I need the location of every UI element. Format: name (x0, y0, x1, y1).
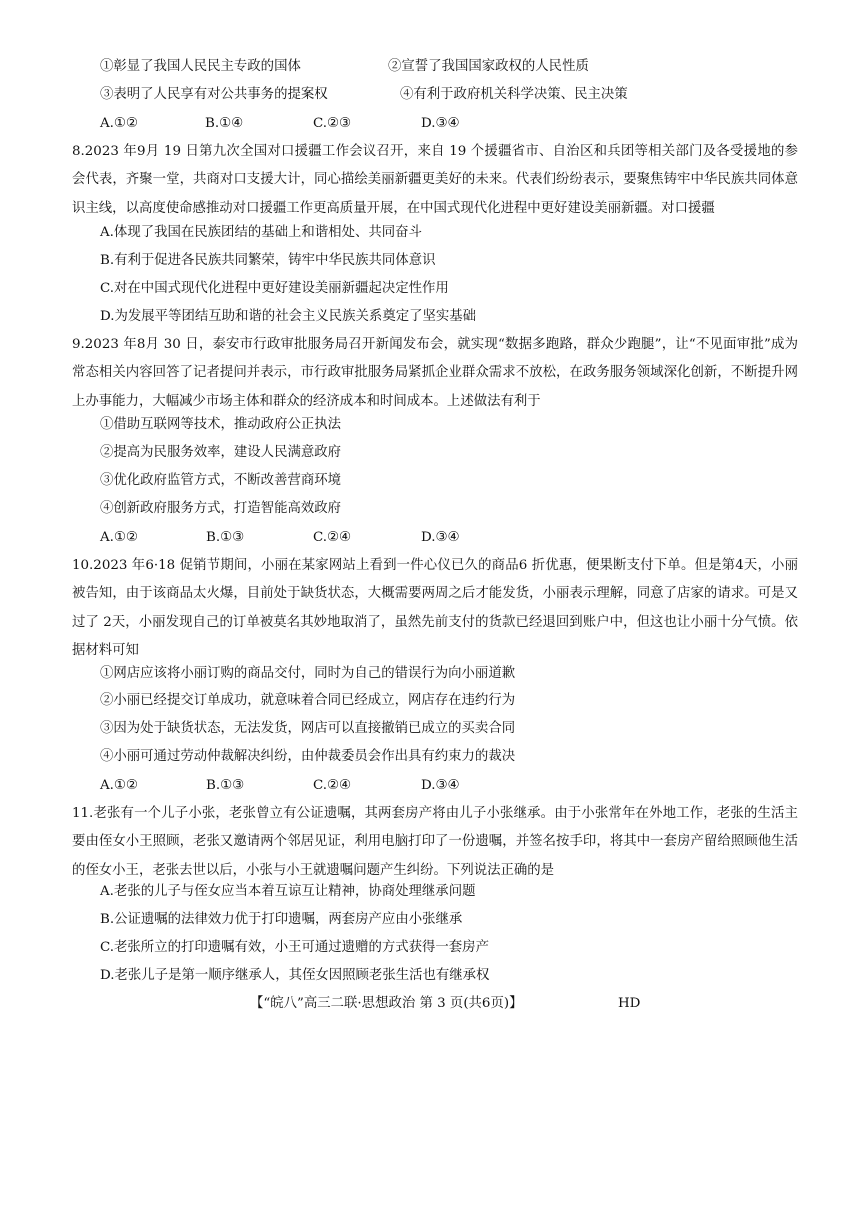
q11-option-d: D.老张儿子是第一顺序继承人，其侄女因照顾老张生活也有继承权 (100, 968, 490, 983)
q7-choice-c: C.②③ (313, 116, 352, 131)
q11-option-b: B.公证遗嘱的法律效力优于打印遗嘱，两套房产应由小张继承 (100, 912, 463, 927)
q7-choice-a: A.①② (100, 116, 138, 131)
q10-choice-b: B.①③ (206, 778, 245, 793)
q10-item-4: ④小丽可通过劳动仲裁解决纠纷，由仲裁委员会作出具有约束力的裁决 (100, 749, 516, 764)
q10-stem: 10.2023 年6·18 促销节期间，小丽在某家网站上看到一件心仪已久的商品6 折优惠，便果断支付下单。但是第4天，小丽被告知，由于该商品太火爆，目前处于缺货状态，大概需要两周之后才能发货，小丽表示理解，同意了店家的请求。可是又过了 2天，小丽发现自己的订单被莫名其妙地取消了，虽然先前支付的货款已经退回到账户中，但这也让小丽十分气愤。依据材料可知 (72, 558, 798, 658)
q10-choice-c: C.②④ (313, 778, 352, 793)
page-footer: 【“皖八”高三二联·思想政治 第 3 页(共6页)】 (250, 996, 523, 1011)
footer-code: HD (618, 996, 641, 1011)
q8-option-b: B.有利于促进各民族共同繁荣，铸牢中华民族共同体意识 (100, 253, 436, 268)
q10-item-3: ③因为处于缺货状态，无法发货，网店可以直接撤销已成立的买卖合同 (100, 721, 516, 736)
q7-option-3: ③表明了人民享有对公共事务的提案权 (100, 87, 328, 102)
q10-item-1: ①网店应该将小丽订购的商品交付，同时为自己的错误行为向小丽道歉 (100, 666, 516, 681)
q9-item-4: ④创新政府服务方式，打造智能高效政府 (100, 501, 342, 516)
q7-option-2: ②宣誓了我国国家政权的人民性质 (388, 59, 589, 74)
q8-stem: 8.2023 年9月 19 日第九次全国对口援疆工作会议召开，来自 19 个援疆省市、自治区和兵团等相关部门及各受援地的参会代表，齐聚一堂，共商对口支援大计，同心描绘美丽新疆更美好的未来。代表们纷纷表示，要聚焦铸牢中华民族共同体意识主线，以高度使命感推动对口援疆工作更高质量开展，在中国式现代化进程中更好建设美丽新疆。对口援疆 (72, 144, 798, 216)
q8-option-a: A.体现了我国在民族团结的基础上和谐相处、共同奋斗 (100, 225, 422, 240)
q9-item-1: ①借助互联网等技术，推动政府公正执法 (100, 417, 342, 432)
q9-stem: 9.2023 年8月 30 日，泰安市行政审批服务局召开新闻发布会，就实现“数据多跑路，群众少跑腿”，让“不见面审批”成为常态相关内容回答了记者提问并表示，市行政审批服务局紧抓企业群众需求不放松，在政务服务领域深化创新，不断提升网上办事能力，大幅减少市场主体和群众的经济成本和时间成本。上述做法有利于 (72, 337, 798, 409)
q9-item-3: ③优化政府监管方式，不断改善营商环境 (100, 473, 342, 488)
q8-option-c: C.对在中国式现代化进程中更好建设美丽新疆起决定性作用 (100, 281, 449, 296)
q7-option-1: ①彰显了我国人民民主专政的国体 (100, 59, 301, 74)
q11-option-c: C.老张所立的打印遗嘱有效，小王可通过遗赠的方式获得一套房产 (100, 940, 489, 955)
q7-choice-b: B.①④ (205, 116, 244, 131)
q9-choice-c: C.②④ (313, 530, 352, 545)
q9-item-2: ②提高为民服务效率，建设人民满意政府 (100, 445, 342, 460)
q10-choice-d: D.③④ (421, 778, 460, 793)
q9-choice-d: D.③④ (421, 530, 460, 545)
q7-option-4: ④有利于政府机关科学决策、民主决策 (400, 87, 628, 102)
q7-choice-d: D.③④ (421, 116, 460, 131)
q9-choice-a: A.①② (100, 530, 138, 545)
q10-item-2: ②小丽已经提交订单成功，就意味着合同已经成立，网店存在违约行为 (100, 693, 516, 708)
q11-stem: 11.老张有一个儿子小张，老张曾立有公证遗嘱，其两套房产将由儿子小张继承。由于小张常年在外地工作，老张的生活主要由侄女小王照顾，老张又邀请两个邻居见证，利用电脑打印了一份遗嘱，并签名按手印，将其中一套房产留给照顾他生活的侄女小王，老张去世以后，小张与小王就遗嘱问题产生纠纷。下列说法正确的是 (72, 806, 798, 878)
q10-choice-a: A.①② (100, 778, 138, 793)
q9-choice-b: B.①③ (206, 530, 245, 545)
q11-option-a: A.老张的儿子与侄女应当本着互谅互让精神，协商处理继承问题 (100, 884, 476, 899)
q8-option-d: D.为发展平等团结互助和谐的社会主义民族关系奠定了坚实基础 (100, 309, 477, 324)
